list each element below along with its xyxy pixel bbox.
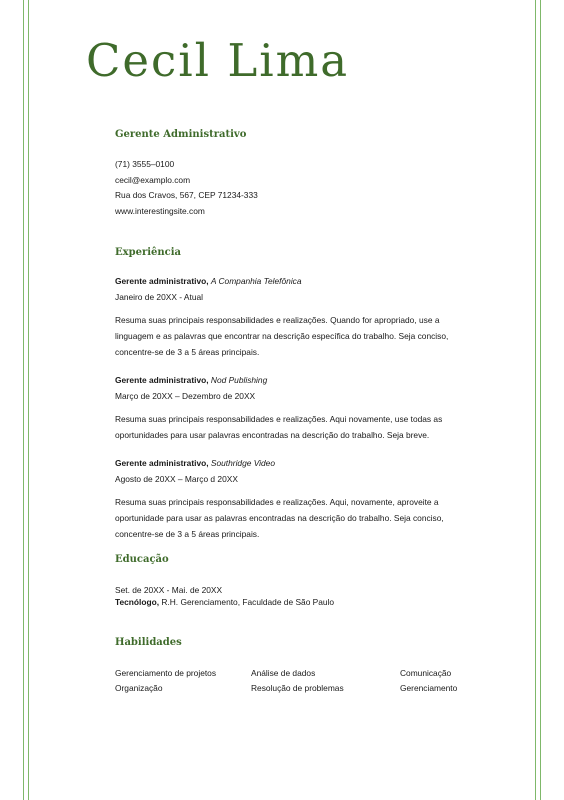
- skill-item: Resolução de problemas: [251, 683, 344, 693]
- job-dates: Março de 20XX – Dezembro de 20XX: [115, 391, 256, 401]
- section-title-education: Educação: [115, 554, 169, 565]
- job-description: Resuma suas principais responsabilidades e realizações. Quando for apropriado, use a linguagem e as palavras que encontrar na descrição específica do trabalho. Seja conciso, concentre-se de 3 a 5 áreas principais.: [115, 315, 449, 357]
- education-details-line: [115, 595, 334, 610]
- job-description: Resuma suas principais responsabilidades e realizações. Aqui, novamente, aproveite a oportunidade para usar as palavras encontradas na descrição do trabalho. Seja conciso, concentre-se de 3 a 5 áreas principais.: [115, 497, 444, 539]
- page-border-left-outer: [23, 0, 24, 800]
- skill-item: Organização: [115, 683, 163, 693]
- job-header: [115, 456, 275, 471]
- job-company: Southridge Video: [210, 458, 275, 468]
- job-role: Gerente administrativo,: [115, 375, 209, 385]
- skill-item: Gerenciamento de projetos: [115, 668, 217, 678]
- skill-item: Comunicação: [400, 668, 452, 678]
- resume-name: Cecil Lima: [86, 34, 350, 87]
- job-header: [115, 274, 302, 289]
- job-dates: Agosto de 20XX – Março d 20XX: [115, 474, 238, 484]
- skill-item: Análise de dados: [251, 668, 316, 678]
- education-details: R.H. Gerenciamento, Faculdade de São Paulo: [161, 597, 335, 607]
- page-border-right-inner: [535, 0, 536, 800]
- contact-website: www.interestingsite.com: [115, 206, 205, 216]
- contact-address: Rua dos Cravos, 567, CEP 71234-333: [115, 190, 258, 200]
- skill-item: Gerenciamento: [400, 683, 458, 693]
- job-dates: Janeiro de 20XX - Atual: [115, 292, 203, 302]
- education-degree: Tecnólogo,: [115, 597, 160, 607]
- job-role: Gerente administrativo,: [115, 276, 209, 286]
- job-header: [115, 373, 267, 388]
- headline: Gerente Administrativo: [115, 129, 247, 140]
- job-company: Nod Publishing: [210, 375, 268, 385]
- section-title-skills: Habilidades: [115, 637, 182, 648]
- contact-email: cecil@examplo.com: [115, 175, 191, 185]
- page-border-right-outer: [540, 0, 541, 800]
- job-role: Gerente administrativo,: [115, 458, 209, 468]
- job-company: A Companhia Telefônica: [210, 276, 302, 286]
- contact-phone: (71) 3555–0100: [115, 159, 175, 169]
- education-dates: Set. de 20XX - Mai. de 20XX: [115, 585, 223, 595]
- page-border-left-inner: [28, 0, 29, 800]
- section-title-experience: Experiência: [115, 247, 182, 258]
- job-description: Resuma suas principais responsabilidades e realizações. Aqui novamente, use todas as oportunidades para usar palavras encontradas na descrição do trabalho. Seja breve.: [115, 414, 443, 440]
